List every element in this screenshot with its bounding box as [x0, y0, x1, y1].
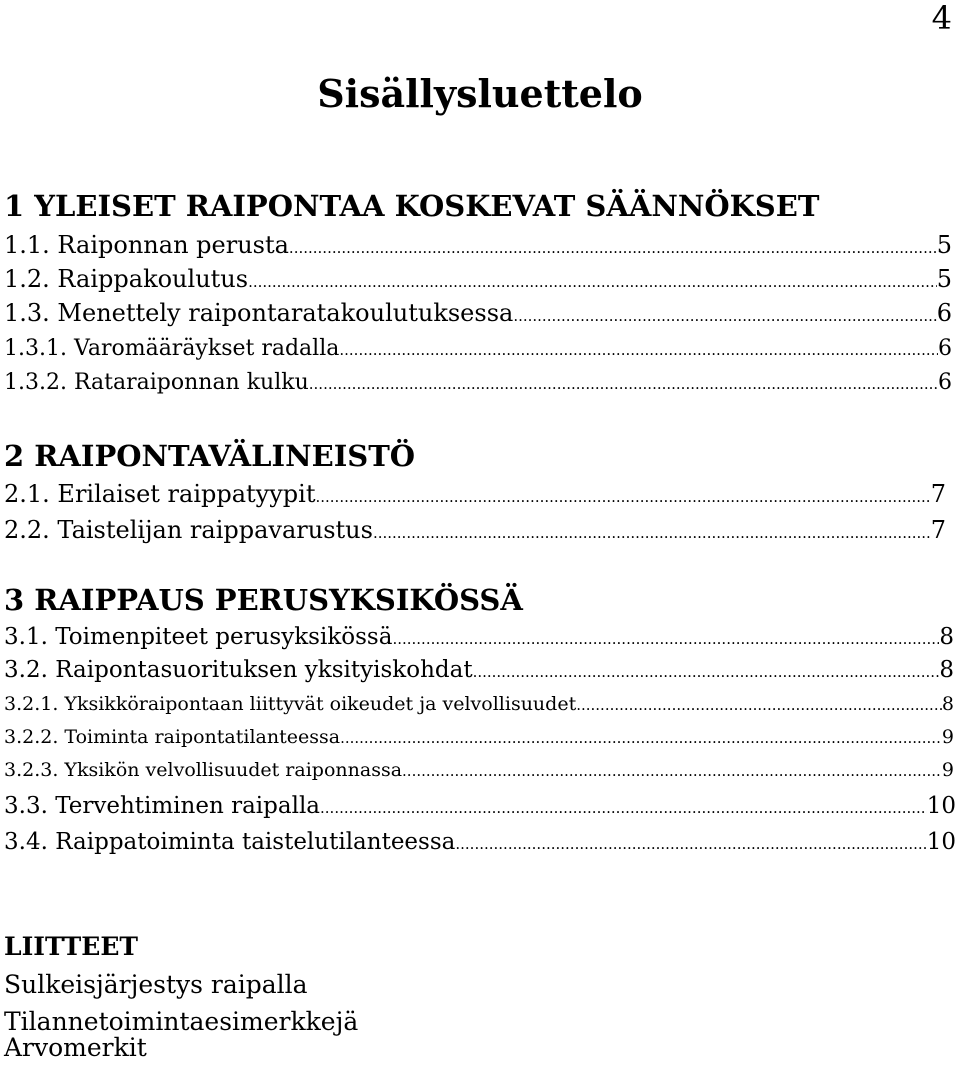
dot-leader — [402, 757, 942, 785]
toc-entry[interactable] — [4, 262, 952, 296]
toc-entry-label: 3.3. Tervehtiminen raipalla — [4, 793, 321, 819]
section-heading-2: 2 RAIPONTAVÄLINEISTÖ — [4, 439, 416, 473]
toc-entry-page: 5 — [936, 231, 952, 259]
toc-entry[interactable] — [4, 723, 954, 757]
toc-entry-page: 6 — [938, 370, 952, 395]
toc-entry-page: 8 — [939, 624, 954, 650]
dot-leader — [473, 655, 940, 687]
toc-entry-label: 2.2. Taistelijan raippavarustus — [4, 516, 373, 544]
appendix-item: Tilannetoimintaesimerkkejä — [4, 1007, 359, 1036]
toc-entry[interactable] — [4, 825, 956, 859]
toc-entry-label: 1.1. Raiponnan perusta — [4, 231, 289, 259]
toc-entry-label: 1.3.1. Varomääräykset radalla — [4, 336, 340, 361]
toc-entry-page: 8 — [939, 657, 954, 683]
toc-entry-label: 1.3. Menettely raipontaratakoulutuksessa — [4, 299, 514, 327]
toc-entry-page: 6 — [936, 299, 952, 327]
toc-entry[interactable] — [4, 334, 952, 368]
toc-entry-page: 10 — [926, 793, 956, 819]
toc-entry-page: 8 — [941, 693, 954, 715]
appendix-item: Sulkeisjärjestys raipalla — [4, 970, 308, 999]
toc-entry-label: 3.4. Raippatoiminta taistelutilanteessa — [4, 829, 456, 855]
appendices-heading: LIITTEET — [4, 932, 138, 961]
section-heading-1: 1 YLEISET RAIPONTAA KOSKEVAT SÄÄNNÖKSET — [4, 189, 820, 223]
dot-leader — [576, 691, 942, 719]
dot-leader — [315, 480, 930, 511]
toc-entry-label: 3.2.1. Yksikköraipontaan liittyvät oikeudet ja velvollisuudet — [4, 693, 577, 715]
dot-leader — [320, 791, 927, 823]
dot-leader — [392, 622, 939, 654]
page-title: Sisällysluettelo — [317, 71, 643, 116]
toc-entry-page: 5 — [936, 265, 952, 293]
toc-entry-label: 2.1. Erilaiset raippatyypit — [4, 480, 316, 508]
toc-entry-label: 1.2. Raippakoulutus — [4, 265, 249, 293]
dot-leader — [289, 231, 937, 262]
page-number: 4 — [931, 0, 952, 37]
toc-entry[interactable] — [4, 296, 952, 330]
toc-entry[interactable] — [4, 789, 956, 823]
toc-entry-page: 10 — [926, 829, 956, 855]
toc-entry-page: 7 — [930, 480, 946, 508]
section-heading-3: 3 RAIPPAUS PERUSYKSIKÖSSÄ — [4, 583, 523, 617]
toc-entry-label: 3.2. Raipontasuorituksen yksityiskohdat — [4, 657, 473, 683]
toc-entry[interactable] — [4, 477, 946, 511]
toc-entry-page: 9 — [941, 726, 954, 748]
dot-leader — [309, 369, 938, 399]
toc-entry-page: 7 — [930, 516, 946, 544]
toc-entry-label: 1.3.2. Rataraiponnan kulku — [4, 370, 309, 395]
toc-entry-label: 3.2.2. Toiminta raipontatilanteessa — [4, 726, 341, 748]
dot-leader — [248, 265, 937, 296]
toc-entry[interactable] — [4, 756, 954, 790]
toc-entry-page: 6 — [938, 336, 952, 361]
dot-leader — [339, 335, 938, 365]
toc-entry-label: 3.2.3. Yksikön velvollisuudet raiponnassa — [4, 759, 403, 781]
dot-leader — [513, 299, 936, 330]
dot-leader — [455, 827, 926, 859]
toc-entry[interactable] — [4, 620, 954, 654]
toc-entry[interactable] — [4, 368, 952, 402]
toc-entry-label: 3.1. Toimenpiteet perusyksikössä — [4, 624, 393, 650]
toc-entry[interactable] — [4, 513, 946, 547]
toc-entry[interactable] — [4, 690, 954, 724]
dot-leader — [373, 516, 931, 547]
toc-entry[interactable] — [4, 653, 954, 687]
dot-leader — [340, 724, 942, 752]
appendix-item: Arvomerkit — [4, 1033, 147, 1062]
toc-entry[interactable] — [4, 228, 952, 262]
toc-entry-page: 9 — [941, 759, 954, 781]
